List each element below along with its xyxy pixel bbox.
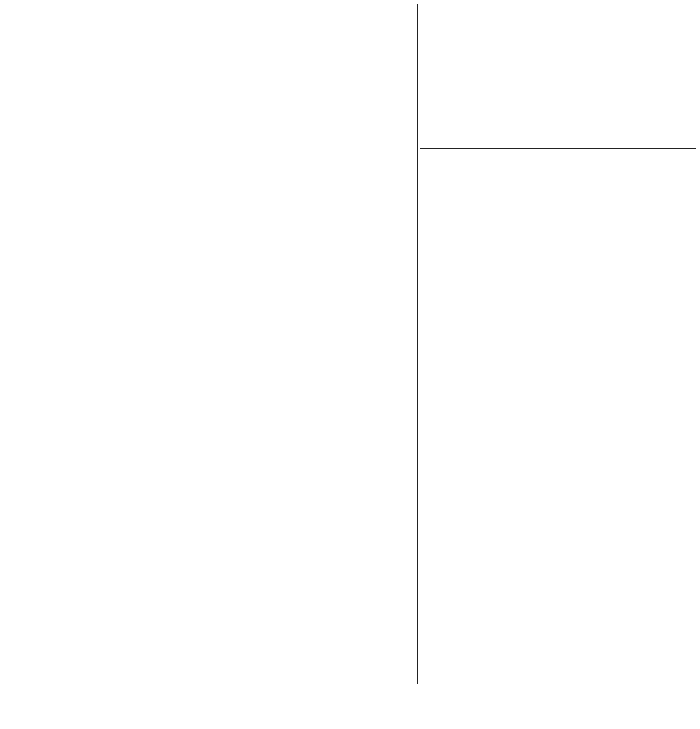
article-divider <box>420 148 696 149</box>
